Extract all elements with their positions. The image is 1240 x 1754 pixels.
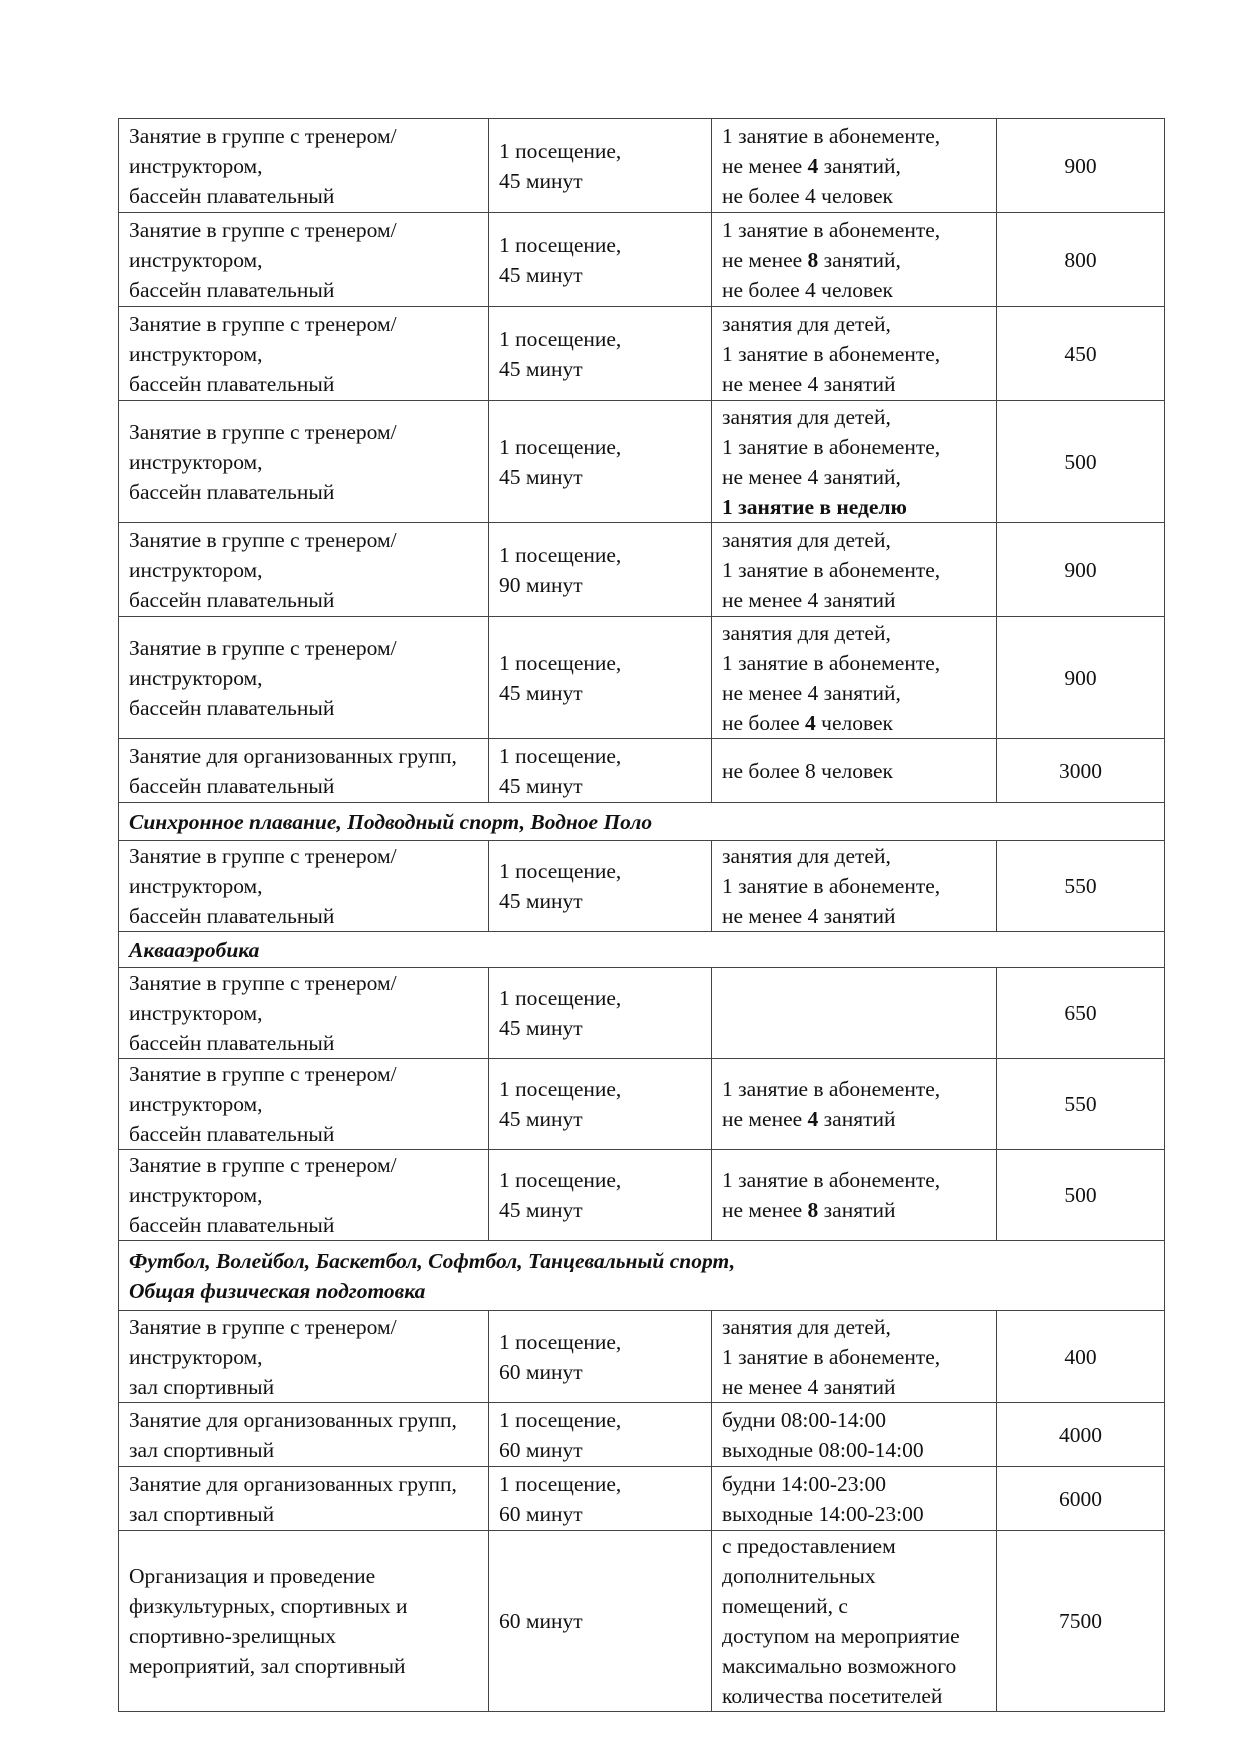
service-line: инструктором, bbox=[129, 1001, 263, 1025]
section-title-line: Футбол, Волейбол, Баскетбол, Софтбол, Танцевальный спорт, bbox=[129, 1248, 736, 1273]
service-line: бассейн плавательный bbox=[129, 371, 335, 396]
terms-line bbox=[722, 1561, 986, 1621]
terms-text: 1 занятие в неделю bbox=[722, 494, 907, 519]
price-cell: 500 bbox=[997, 1150, 1165, 1241]
duration-cell bbox=[489, 739, 712, 803]
terms-text: занятия для детей, bbox=[722, 527, 891, 552]
terms-line bbox=[722, 901, 986, 931]
service-cell bbox=[119, 1311, 489, 1403]
service-line: Занятие в группе с тренером/ bbox=[129, 1314, 397, 1339]
terms-line bbox=[722, 585, 986, 615]
terms-text: не менее 4 занятий bbox=[722, 1374, 896, 1399]
terms-text: 1 занятие в абонементе, bbox=[722, 1344, 941, 1369]
duration-line: 90 минут bbox=[499, 572, 583, 597]
service-line: Занятие в группе с тренером/ bbox=[129, 635, 397, 660]
service-line: Занятие в группе с тренером/ bbox=[129, 217, 397, 242]
price-table bbox=[118, 118, 1165, 1712]
duration-line: 1 посещение, bbox=[499, 1168, 622, 1192]
service-line: Занятие в группе с тренером/ bbox=[129, 844, 397, 868]
duration-line: 1 посещение, bbox=[499, 986, 622, 1010]
terms-text: занятий bbox=[818, 1198, 896, 1222]
service-line: спортивно-зрелищных bbox=[129, 1624, 337, 1648]
duration-line: 45 минут bbox=[499, 168, 583, 193]
terms-line bbox=[722, 309, 986, 339]
terms-text: 4 bbox=[805, 710, 816, 735]
terms-text: 1 занятие в абонементе, bbox=[722, 874, 941, 898]
duration-line: 45 минут bbox=[499, 262, 583, 287]
duration-line: 1 посещение, bbox=[499, 434, 622, 459]
terms-line bbox=[722, 215, 986, 245]
duration-cell bbox=[489, 1059, 712, 1150]
service-line: бассейн плавательный bbox=[129, 1213, 335, 1237]
duration-line: 1 посещение, bbox=[499, 743, 622, 768]
terms-text: количества посетителей bbox=[722, 1684, 943, 1708]
service-line: Занятие для организованных групп, bbox=[129, 1407, 457, 1432]
service-line: зал спортивный bbox=[129, 1374, 275, 1399]
table-row bbox=[119, 307, 1165, 401]
service-cell bbox=[119, 119, 489, 213]
service-cell bbox=[119, 523, 489, 617]
service-line: инструктором, bbox=[129, 874, 263, 898]
service-line: бассейн плавательный bbox=[129, 904, 335, 928]
table-row bbox=[119, 1150, 1165, 1241]
terms-text: 1 занятие в абонементе, bbox=[722, 341, 941, 366]
service-line: Занятие в группе с тренером/ bbox=[129, 419, 397, 444]
duration-line: 45 минут bbox=[499, 1198, 583, 1222]
service-line: инструктором, bbox=[129, 449, 263, 474]
terms-line bbox=[722, 871, 986, 901]
price-cell: 400 bbox=[997, 1311, 1165, 1403]
section-title bbox=[119, 803, 1165, 841]
section-header-row bbox=[119, 932, 1165, 968]
duration-line: 1 посещение, bbox=[499, 650, 622, 675]
terms-text: занятий, bbox=[818, 247, 901, 272]
duration-line: 1 посещение, bbox=[499, 1077, 622, 1101]
service-line: Занятие в группе с тренером/ bbox=[129, 123, 397, 148]
terms-line bbox=[722, 1621, 986, 1651]
service-line: инструктором, bbox=[129, 1183, 263, 1207]
terms-text: занятия для детей, bbox=[722, 1314, 891, 1339]
terms-cell bbox=[712, 617, 997, 739]
duration-cell bbox=[489, 617, 712, 739]
terms-text: не менее 4 занятий bbox=[722, 587, 896, 612]
duration-line: 60 минут bbox=[499, 1437, 583, 1462]
table-row bbox=[119, 968, 1165, 1059]
terms-line bbox=[722, 369, 986, 399]
terms-line bbox=[722, 1342, 986, 1372]
duration-cell bbox=[489, 401, 712, 523]
terms-line bbox=[722, 121, 986, 151]
duration-cell bbox=[489, 841, 712, 932]
duration-cell bbox=[489, 1150, 712, 1241]
terms-text: занятия для детей, bbox=[722, 404, 891, 429]
service-line: бассейн плавательный bbox=[129, 1122, 335, 1146]
service-cell bbox=[119, 1531, 489, 1712]
terms-text: 1 занятие в абонементе, bbox=[722, 217, 941, 242]
service-cell bbox=[119, 213, 489, 307]
price-cell: 500 bbox=[997, 401, 1165, 523]
duration-cell bbox=[489, 1403, 712, 1467]
terms-text: не менее bbox=[722, 1198, 808, 1222]
duration-line: 45 минут bbox=[499, 773, 583, 798]
terms-text: 8 bbox=[807, 1198, 819, 1222]
terms-cell bbox=[712, 401, 997, 523]
terms-line bbox=[722, 1651, 986, 1681]
terms-text: 1 занятие в абонементе, bbox=[722, 123, 941, 148]
duration-line: 1 посещение, bbox=[499, 542, 622, 567]
service-line: инструктором, bbox=[129, 1092, 263, 1116]
section-title bbox=[119, 1241, 1165, 1311]
service-cell bbox=[119, 401, 489, 523]
service-line: физкультурных, спортивных и bbox=[129, 1594, 408, 1618]
terms-line bbox=[722, 525, 986, 555]
price-cell: 4000 bbox=[997, 1403, 1165, 1467]
service-cell bbox=[119, 841, 489, 932]
service-line: инструктором, bbox=[129, 1344, 263, 1369]
terms-text: будни 14:00-23:00 bbox=[722, 1471, 886, 1496]
terms-line bbox=[722, 1312, 986, 1342]
terms-text: 1 занятие в абонементе, bbox=[722, 557, 941, 582]
duration-cell bbox=[489, 523, 712, 617]
price-cell: 900 bbox=[997, 119, 1165, 213]
service-cell bbox=[119, 1059, 489, 1150]
terms-line bbox=[722, 555, 986, 585]
section-header-row bbox=[119, 803, 1165, 841]
terms-cell bbox=[712, 213, 997, 307]
duration-line: 45 минут bbox=[499, 889, 583, 913]
terms-text: занятия для детей, bbox=[722, 620, 891, 645]
terms-text: не более 4 человек bbox=[722, 183, 893, 208]
terms-text: не менее 4 занятий bbox=[722, 371, 896, 396]
table-row bbox=[119, 1531, 1165, 1712]
duration-line: 60 минут bbox=[499, 1609, 583, 1633]
price-cell: 900 bbox=[997, 523, 1165, 617]
terms-cell bbox=[712, 119, 997, 213]
terms-cell bbox=[712, 841, 997, 932]
table-row bbox=[119, 401, 1165, 523]
price-cell: 900 bbox=[997, 617, 1165, 739]
terms-text: не менее 4 занятий, bbox=[722, 680, 901, 705]
price-cell: 800 bbox=[997, 213, 1165, 307]
terms-line bbox=[722, 275, 986, 305]
service-line: мероприятий, зал спортивный bbox=[129, 1654, 406, 1678]
terms-line bbox=[722, 1104, 986, 1134]
service-cell bbox=[119, 1467, 489, 1531]
terms-cell bbox=[712, 1311, 997, 1403]
terms-line bbox=[722, 708, 986, 738]
duration-cell bbox=[489, 307, 712, 401]
service-cell bbox=[119, 1150, 489, 1241]
terms-cell bbox=[712, 968, 997, 1059]
section-title-line: Аквааэробика bbox=[129, 937, 260, 962]
table-row bbox=[119, 523, 1165, 617]
terms-line bbox=[722, 678, 986, 708]
table-row bbox=[119, 119, 1165, 213]
terms-cell bbox=[712, 1059, 997, 1150]
terms-text: не более 8 человек bbox=[722, 758, 893, 783]
service-line: Организация и проведение bbox=[129, 1564, 376, 1588]
price-cell: 3000 bbox=[997, 739, 1165, 803]
duration-cell bbox=[489, 1531, 712, 1712]
service-line: бассейн плавательный bbox=[129, 183, 335, 208]
table-row bbox=[119, 1311, 1165, 1403]
terms-line bbox=[722, 1435, 986, 1465]
duration-line: 1 посещение, bbox=[499, 859, 622, 883]
table-row bbox=[119, 617, 1165, 739]
terms-text: доступом на мероприятие bbox=[722, 1624, 960, 1648]
terms-line bbox=[722, 1372, 986, 1402]
service-cell bbox=[119, 968, 489, 1059]
service-line: Занятие для организованных групп, bbox=[129, 743, 457, 768]
service-cell bbox=[119, 1403, 489, 1467]
section-title-line: Синхронное плавание, Подводный спорт, Водное Поло bbox=[129, 809, 653, 834]
terms-line bbox=[722, 181, 986, 211]
price-cell: 550 bbox=[997, 1059, 1165, 1150]
terms-line bbox=[722, 1531, 986, 1561]
service-line: Занятие в группе с тренером/ bbox=[129, 311, 397, 336]
service-line: инструктором, bbox=[129, 153, 263, 178]
duration-line: 1 посещение, bbox=[499, 1407, 622, 1432]
service-cell bbox=[119, 739, 489, 803]
service-line: бассейн плавательный bbox=[129, 587, 335, 612]
duration-cell bbox=[489, 1467, 712, 1531]
terms-line bbox=[722, 432, 986, 462]
terms-text: выходные 14:00-23:00 bbox=[722, 1501, 924, 1526]
service-line: бассейн плавательный bbox=[129, 479, 335, 504]
terms-text: занятий bbox=[818, 1107, 896, 1131]
duration-line: 60 минут bbox=[499, 1501, 583, 1526]
terms-text: занятия для детей, bbox=[722, 311, 891, 336]
terms-text: не более bbox=[722, 710, 806, 735]
table-row bbox=[119, 1059, 1165, 1150]
table-row bbox=[119, 1403, 1165, 1467]
terms-text: 1 занятие в абонементе, bbox=[722, 434, 941, 459]
terms-cell bbox=[712, 307, 997, 401]
price-cell: 650 bbox=[997, 968, 1165, 1059]
terms-text: занятий, bbox=[818, 153, 901, 178]
terms-cell bbox=[712, 1531, 997, 1712]
terms-line bbox=[722, 1681, 986, 1711]
duration-line: 45 минут bbox=[499, 356, 583, 381]
service-cell bbox=[119, 617, 489, 739]
terms-cell bbox=[712, 1150, 997, 1241]
service-line: инструктором, bbox=[129, 341, 263, 366]
service-line: Занятие в группе с тренером/ bbox=[129, 1062, 397, 1086]
service-line: инструктором, bbox=[129, 247, 263, 272]
service-line: Занятие для организованных групп, bbox=[129, 1471, 457, 1496]
terms-line bbox=[722, 492, 986, 522]
duration-line: 45 минут bbox=[499, 1107, 583, 1131]
terms-text: не менее bbox=[722, 247, 808, 272]
terms-text: не более 4 человек bbox=[722, 277, 893, 302]
terms-text: с предоставлением bbox=[722, 1534, 896, 1558]
service-line: зал спортивный bbox=[129, 1501, 275, 1526]
terms-line bbox=[722, 756, 986, 786]
price-cell: 450 bbox=[997, 307, 1165, 401]
terms-text: дополнительных помещений, с bbox=[722, 1564, 876, 1618]
terms-text: максимально возможного bbox=[722, 1654, 957, 1678]
terms-text: занятия для детей, bbox=[722, 844, 891, 868]
terms-text: не менее bbox=[722, 153, 808, 178]
service-line: зал спортивный bbox=[129, 1437, 275, 1462]
duration-cell bbox=[489, 213, 712, 307]
duration-line: 45 минут bbox=[499, 464, 583, 489]
price-cell: 7500 bbox=[997, 1531, 1165, 1712]
terms-cell bbox=[712, 1467, 997, 1531]
terms-line bbox=[722, 462, 986, 492]
duration-line: 1 посещение, bbox=[499, 1471, 622, 1496]
terms-text: не менее 4 занятий, bbox=[722, 464, 901, 489]
terms-line bbox=[722, 648, 986, 678]
terms-text: 4 bbox=[807, 1107, 819, 1131]
table-row bbox=[119, 739, 1165, 803]
section-title bbox=[119, 932, 1165, 968]
duration-line: 45 минут bbox=[499, 680, 583, 705]
service-line: инструктором, bbox=[129, 557, 263, 582]
price-cell: 550 bbox=[997, 841, 1165, 932]
service-line: бассейн плавательный bbox=[129, 1031, 335, 1055]
terms-line bbox=[722, 618, 986, 648]
terms-text: 1 занятие в абонементе, bbox=[722, 1168, 941, 1192]
section-title-line: Общая физическая подготовка bbox=[129, 1278, 426, 1303]
terms-text: будни 08:00-14:00 bbox=[722, 1407, 886, 1432]
terms-text: 8 bbox=[807, 247, 819, 272]
service-cell bbox=[119, 307, 489, 401]
table-row bbox=[119, 1467, 1165, 1531]
duration-cell bbox=[489, 1311, 712, 1403]
terms-line bbox=[722, 151, 986, 181]
service-line: Занятие в группе с тренером/ bbox=[129, 527, 397, 552]
terms-line bbox=[722, 402, 986, 432]
terms-line bbox=[722, 841, 986, 871]
terms-line bbox=[722, 1165, 986, 1195]
service-line: бассейн плавательный bbox=[129, 277, 335, 302]
terms-text: 1 занятие в абонементе, bbox=[722, 650, 941, 675]
terms-text: 4 bbox=[807, 153, 819, 178]
service-line: Занятие в группе с тренером/ bbox=[129, 971, 397, 995]
terms-cell bbox=[712, 1403, 997, 1467]
terms-line bbox=[722, 245, 986, 275]
table-row bbox=[119, 841, 1165, 932]
duration-cell bbox=[489, 119, 712, 213]
service-line: Занятие в группе с тренером/ bbox=[129, 1153, 397, 1177]
price-table-body bbox=[119, 119, 1165, 1712]
terms-line bbox=[722, 1405, 986, 1435]
service-line: бассейн плавательный bbox=[129, 695, 335, 720]
duration-cell bbox=[489, 968, 712, 1059]
terms-text: не менее bbox=[722, 1107, 808, 1131]
terms-text: человек bbox=[815, 710, 894, 735]
duration-line: 1 посещение, bbox=[499, 1329, 622, 1354]
terms-text: не менее 4 занятий bbox=[722, 904, 896, 928]
terms-line bbox=[722, 339, 986, 369]
terms-line bbox=[722, 1074, 986, 1104]
table-row bbox=[119, 213, 1165, 307]
terms-text: 1 занятие в абонементе, bbox=[722, 1077, 941, 1101]
price-cell: 6000 bbox=[997, 1467, 1165, 1531]
duration-line: 60 минут bbox=[499, 1359, 583, 1384]
terms-line bbox=[722, 1195, 986, 1225]
service-line: бассейн плавательный bbox=[129, 773, 335, 798]
terms-cell bbox=[712, 523, 997, 617]
duration-line: 1 посещение, bbox=[499, 326, 622, 351]
terms-cell bbox=[712, 739, 997, 803]
section-header-row bbox=[119, 1241, 1165, 1311]
terms-line bbox=[722, 1469, 986, 1499]
service-line: инструктором, bbox=[129, 665, 263, 690]
duration-line: 1 посещение, bbox=[499, 138, 622, 163]
terms-line bbox=[722, 1499, 986, 1529]
duration-line: 45 минут bbox=[499, 1016, 583, 1040]
terms-text: выходные 08:00-14:00 bbox=[722, 1437, 924, 1462]
duration-line: 1 посещение, bbox=[499, 232, 622, 257]
